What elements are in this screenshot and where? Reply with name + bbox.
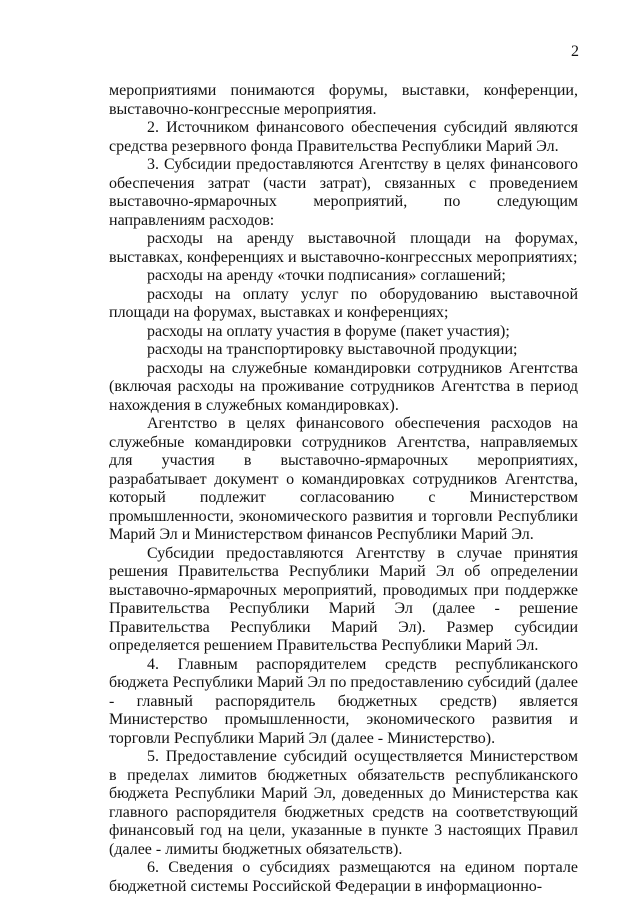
expense-item-equipment-services: расходы на оплату услуг по оборудованию выставочной площади на форумах, выставках и конференциях; — [109, 285, 578, 321]
expense-item-participation-package: расходы на оплату участия в форуме (пакет участия); — [147, 322, 510, 340]
paragraph-item-4: 4. Главным распорядителем средств республиканского бюджета Республики Марий Эл по предоставлению субсидий (далее - главный распорядитель бюджетных средств) является Министерство промышленности, экономического развития и торговли Республики Марий Эл (далее - Министерство). — [109, 655, 578, 747]
expense-item-business-trips: расходы на служебные командировки сотрудников Агентства (включая расходы на проживание сотрудников Агентства в период нахождения в служебных командировках). — [109, 359, 578, 414]
paragraph-business-trip-document: Агентство в целях финансового обеспечения расходов на служебные командировки сотрудников Агентства, направляемых для участия в выставочно-ярмарочных мероприятиях, разрабатывает документ о командировках сотрудников Агентства, который подлежит согласованию с Министерством промышленности, экономического развития и торговли Республики Марий Эл и Министерством финансов Республики Марий Эл. — [109, 415, 578, 543]
document-body — [109, 82, 578, 896]
paragraph-item-5: 5. Предоставление субсидий осуществляется Министерством в пределах лимитов бюджетных обязательств республиканского бюджета Республики Марий Эл, доведенных до Министерства как главного распорядителя бюджетных средств на соответствующий финансовый год на цели, указанные в пункте 3 настоящих Правил (далее - лимиты бюджетных обязательств). — [109, 748, 578, 858]
expense-item-transportation: расходы на транспортировку выставочной продукции; — [147, 341, 518, 358]
expense-item-signing-point-rent: расходы на аренду «точки подписания» соглашений; — [147, 267, 506, 284]
paragraph-item-3: 3. Субсидии предоставляются Агентству в целях финансового обеспечения затрат (части затрат), связанных с проведением выставочно-ярмарочных мероприятий, по следующим направлениям расходов: — [109, 156, 578, 229]
paragraph-item-2: 2. Источником финансового обеспечения субсидий являются средства резервного фонда Правительства Республики Марий Эл. — [109, 119, 578, 155]
expense-item-exhibition-space-rent: расходы на аренду выставочной площади на форумах, выставках, конференциях и выставочно-конгрессных мероприятиях; — [109, 230, 578, 266]
paragraph-subsidy-decision: Субсидии предоставляются Агентству в случае принятия решения Правительства Республики Марий Эл об определении выставочно-ярмарочных мероприятий, проводимых при поддержке Правительства Республики Марий Эл (далее - решение Правительства Республики Марий Эл). Размер субсидии определяется решением Правительства Республики Марий Эл. — [109, 544, 578, 654]
paragraph-item-6: 6. Сведения о субсидиях размещаются на едином портале бюджетной системы Российской Федерации в информационно- — [109, 859, 578, 895]
page-number: 2 — [571, 43, 579, 60]
paragraph-continuation: мероприятиями понимаются форумы, выставки, конференции, выставочно-конгрессные мероприятия. — [109, 82, 578, 118]
